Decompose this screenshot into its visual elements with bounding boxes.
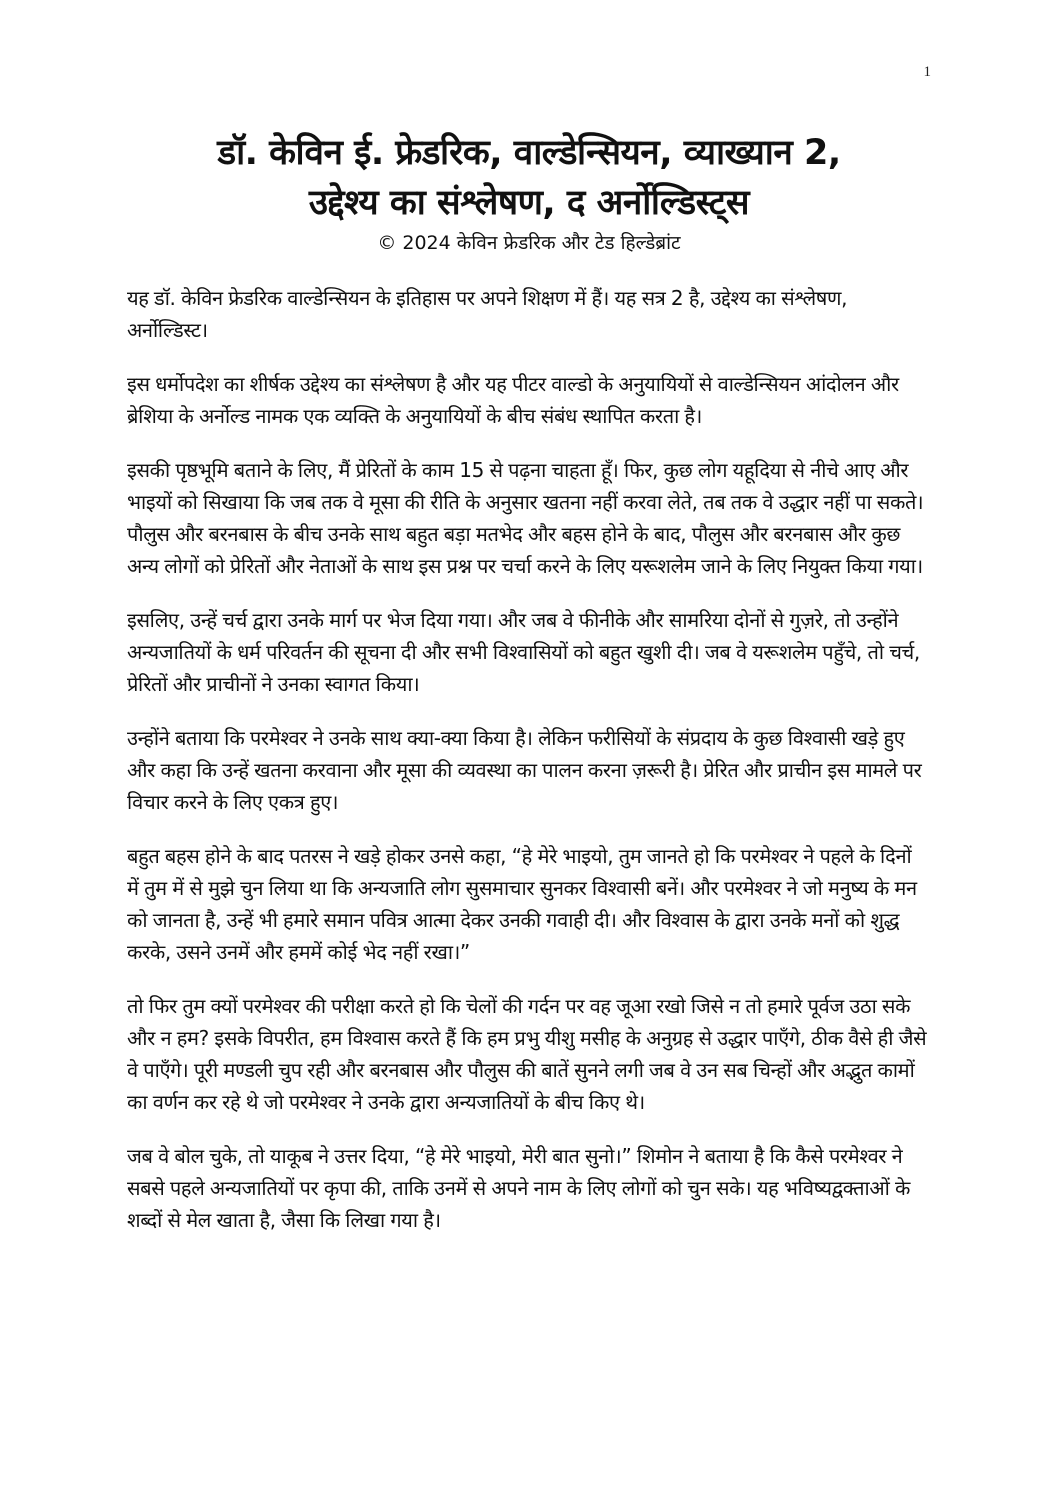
document-title-line-2: उद्देश्य का संश्लेषण, द अर्नोल्डिस्ट्स (308, 183, 750, 223)
paragraph-5: उन्होंने बताया कि परमेश्वर ने उनके साथ क्या-क्या किया है। लेकिन फरीसियों के संप्रदाय के कुछ विश्वासी खड़े हुए और कहा कि उन्हें खतना करवाना और मूसा की व्यवस्था का पालन करना ज़रूरी है। प्रेरित और प्राचीन इस मामले पर विचार करने के लिए एकत्र हुए। (127, 726, 922, 814)
document-body (127, 282, 927, 1258)
paragraph-4: इसलिए, उन्हें चर्च द्वारा उनके मार्ग पर भेज दिया गया। और जब वे फीनीके और सामरिया दोनों से गुज़रे, तो उन्होंने अन्यजातियों के धर्म परिवर्तन की सूचना दी और सभी विश्वासियों को बहुत खुशी दी। जब वे यरूशलेम पहुँचे, तो चर्च, प्रेरितों और प्राचीनों ने उनका स्वागत किया। (127, 608, 920, 696)
paragraph-8: जब वे बोल चुके, तो याकूब ने उत्तर दिया, “हे मेरे भाइयो, मेरी बात सुनो।” शिमोन ने बताया है कि कैसे परमेश्वर ने सबसे पहले अन्यजातियों पर कृपा की, ताकि उनमें से अपने नाम के लिए लोगों को चुन सके। यह भविष्यद्वक्ताओं के शब्दों से मेल खाता है, जैसा कि लिखा गया है। (127, 1144, 910, 1232)
paragraph-1: यह डॉ. केविन फ्रेडरिक वाल्डेन्सियन के इतिहास पर अपने शिक्षण में हैं। यह सत्र 2 है, उद्देश्य का संश्लेषण, अर्नोल्डिस्ट। (127, 286, 848, 342)
paragraph-6: बहुत बहस होने के बाद पतरस ने खड़े होकर उनसे कहा, “हे मेरे भाइयो, तुम जानते हो कि परमेश्वर ने पहले के दिनों में तुम में से मुझे चुन लिया था कि अन्यजाति लोग सुसमाचार सुनकर विश्वासी बनें। और परमेश्वर ने जो मनुष्य के मन को जानता है, उन्हें भी हमारे समान पवित्र आत्मा देकर उनकी गवाही दी। और विश्वास के द्वारा उनके मनों को शुद्ध करके, उसने उनमें और हममें कोई भेद नहीं रखा।” (127, 844, 917, 964)
document-title-line-1: डॉ. केविन ई. फ्रेडरिक, वाल्डेन्सियन, व्याख्यान 2, (217, 133, 841, 173)
paragraph-2: इस धर्मोपदेश का शीर्षक उद्देश्य का संश्लेषण है और यह पीटर वाल्डो के अनुयायियों से वाल्डेन्सियन आंदोलन और ब्रेशिया के अर्नोल्ड नामक एक व्यक्ति के अनुयायियों के बीच संबंध स्थापित करता है। (127, 372, 899, 428)
copyright-notice: © 2024 केविन फ्रेडरिक और टेड हिल्डेब्रांट (377, 232, 681, 254)
paragraph-3: इसकी पृष्ठभूमि बताने के लिए, मैं प्रेरितों के काम 15 से पढ़ना चाहता हूँ। फिर, कुछ लोग यहूदिया से नीचे आए और भाइयों को सिखाया कि जब तक वे मूसा की रीति के अनुसार खतना नहीं करवा लेते, तब तक वे उद्धार नहीं पा सकते। पौलुस और बरनबास के बीच उनके साथ बहुत बड़ा मतभेद और बहस होने के बाद, पौलुस और बरनबास और कुछ अन्य लोगों को प्रेरितों और नेताओं के साथ इस प्रश्न पर चर्चा करने के लिए यरूशलेम जाने के लिए नियुक्त किया गया। (127, 458, 924, 578)
page-number: 1 (923, 64, 931, 80)
paragraph-7: तो फिर तुम क्यों परमेश्वर की परीक्षा करते हो कि चेलों की गर्दन पर वह जूआ रखो जिसे न तो हमारे पूर्वज उठा सके और न हम? इसके विपरीत, हम विश्वास करते हैं कि हम प्रभु यीशु मसीह के अनुग्रह से उद्धार पाएँगे, ठीक वैसे ही जैसे वे पाएँगे। पूरी मण्डली चुप रही और बरनबास और पौलुस की बातें सुनने लगी जब वे उन सब चिन्हों और अद्भुत कामों का वर्णन कर रहे थे जो परमेश्वर ने उनके द्वारा अन्यजातियों के बीच किए थे। (127, 994, 927, 1114)
title-block (110, 128, 948, 256)
